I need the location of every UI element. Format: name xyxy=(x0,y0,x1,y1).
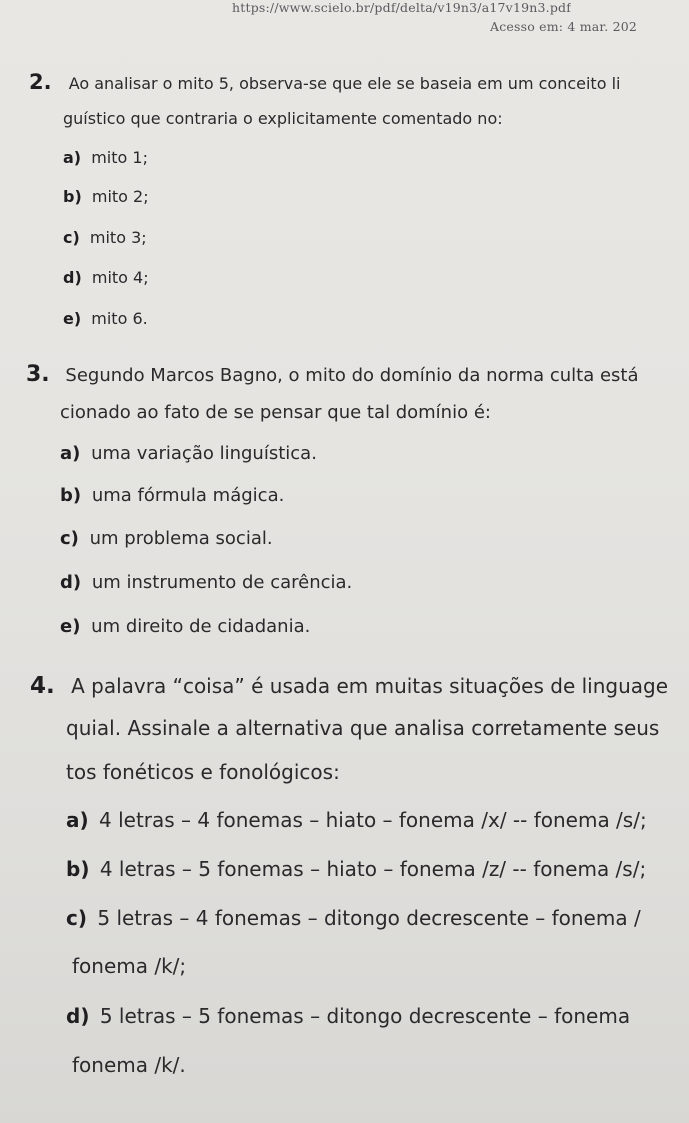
question-2-option-e xyxy=(63,309,148,328)
question-3-option-e xyxy=(60,616,310,637)
option-letter: a) xyxy=(60,443,81,464)
question-3-option-b xyxy=(60,485,284,506)
question-3-line-2: cionado ao fato de se pensar que tal domínio é: xyxy=(60,402,491,423)
option-letter: d) xyxy=(63,268,82,287)
question-3-option-c xyxy=(60,528,273,549)
question-2-option-a xyxy=(63,148,148,167)
source-url: https://www.scielo.br/pdf/delta/v19n3/a17v19n3.pdf xyxy=(232,0,572,15)
question-4-line-2: quial. Assinale a alternativa que analisa corretamente seus xyxy=(66,716,660,740)
question-4-line-1 xyxy=(30,673,668,699)
question-2-stem: Ao analisar o mito 5, observa-se que ele se baseia em um conceito li xyxy=(68,74,621,93)
option-text: 5 letras – 5 fonemas – ditongo decrescente – fonema xyxy=(99,1004,631,1028)
option-letter: c) xyxy=(63,228,80,247)
question-3-option-d xyxy=(60,572,352,593)
option-letter: d) xyxy=(60,572,82,593)
option-letter: b) xyxy=(63,187,82,206)
option-text: um problema social. xyxy=(89,528,273,549)
question-2-option-c xyxy=(63,228,147,247)
question-4-option-c-continuation: fonema /k/; xyxy=(72,954,187,978)
option-text: uma variação linguística. xyxy=(91,443,317,464)
question-2-line-1 xyxy=(29,70,620,94)
option-text: um direito de cidadania. xyxy=(91,616,311,637)
option-letter: a) xyxy=(66,808,89,832)
option-letter: b) xyxy=(66,857,90,881)
option-letter: c) xyxy=(66,906,87,930)
option-letter: d) xyxy=(66,1004,90,1028)
option-letter: e) xyxy=(60,616,81,637)
option-letter: b) xyxy=(60,485,82,506)
question-2-option-d xyxy=(63,268,149,287)
question-3-line-1 xyxy=(26,362,639,387)
option-letter: a) xyxy=(63,148,82,167)
option-text: mito 1; xyxy=(91,148,148,167)
question-4-option-d-continuation: fonema /k/. xyxy=(72,1053,186,1077)
option-letter: e) xyxy=(63,309,82,328)
option-text: 4 letras – 5 fonemas – hiato – fonema /z/ -- fonema /s/; xyxy=(99,857,647,881)
option-letter: c) xyxy=(60,528,79,549)
question-2-line-2: guístico que contraria o explicitamente comentado no: xyxy=(63,109,503,128)
question-4-number: 4. xyxy=(30,673,55,699)
question-4-option-b xyxy=(66,857,646,881)
option-text: uma fórmula mágica. xyxy=(91,485,285,506)
question-3-option-a xyxy=(60,443,317,464)
option-text: mito 3; xyxy=(89,228,147,247)
option-text: mito 4; xyxy=(91,268,149,287)
question-3-stem: Segundo Marcos Bagno, o mito do domínio da norma culta está xyxy=(65,365,639,386)
option-text: 5 letras – 4 fonemas – ditongo decrescente – fonema / xyxy=(97,906,641,930)
question-4-option-d xyxy=(66,1004,630,1028)
option-text: 4 letras – 4 fonemas – hiato – fonema /x/ -- fonema /s/; xyxy=(99,808,647,832)
option-text: um instrumento de carência. xyxy=(91,572,353,593)
question-4-option-c xyxy=(66,906,641,930)
question-2-number: 2. xyxy=(29,70,52,94)
question-4-line-3: tos fonéticos e fonológicos: xyxy=(66,760,340,784)
question-3-number: 3. xyxy=(26,362,50,387)
question-4-option-a xyxy=(66,808,647,832)
option-text: mito 6. xyxy=(91,309,148,328)
option-text: mito 2; xyxy=(91,187,149,206)
access-date: Acesso em: 4 mar. 202 xyxy=(490,19,638,34)
question-2-option-b xyxy=(63,187,149,206)
question-4-stem: A palavra “coisa” é usada em muitas situações de linguage xyxy=(71,674,669,698)
